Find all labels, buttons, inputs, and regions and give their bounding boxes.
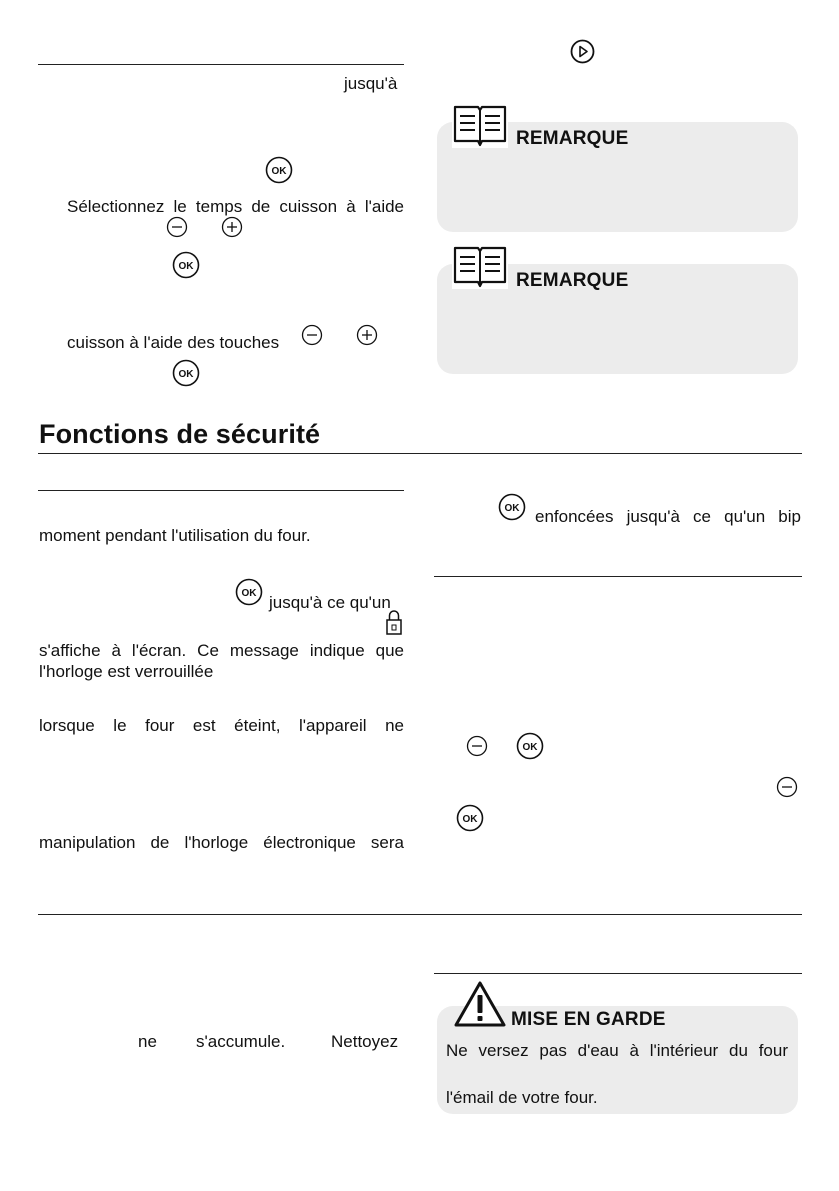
note-title-1: REMARQUE bbox=[516, 128, 629, 149]
warning-title: MISE EN GARDE bbox=[511, 1009, 666, 1030]
minus-key-icon-4 bbox=[776, 776, 798, 798]
ok-button-icon-3 bbox=[172, 359, 200, 387]
ok-button-icon-2 bbox=[172, 251, 200, 279]
section-rule bbox=[38, 453, 802, 454]
minus-key-icon bbox=[166, 216, 188, 238]
top-left-rule bbox=[38, 64, 404, 65]
minus-key-icon-3 bbox=[466, 735, 488, 757]
ok-button-icon-7 bbox=[456, 804, 484, 832]
plus-key-icon bbox=[221, 216, 243, 238]
text-display-message: s'affiche à l'écran. Ce message indique que bbox=[39, 641, 404, 660]
ok-button-icon-4 bbox=[235, 578, 263, 606]
text-jusqua: jusqu'à bbox=[344, 74, 398, 93]
text-until-beep: jusqu'à ce qu'un bbox=[269, 593, 391, 612]
text-clock-manipulation: manipulation de l'horloge électronique sera bbox=[39, 833, 404, 852]
ok-label: OK bbox=[271, 166, 287, 177]
minus-key-icon-2 bbox=[301, 324, 323, 346]
text-clock-locked: l'horloge est verrouillée bbox=[39, 662, 214, 681]
warning-text-1: Ne versez pas d'eau à l'intérieur du four bbox=[446, 1041, 788, 1060]
svg-text:OK: OK bbox=[522, 742, 538, 753]
book-icon bbox=[452, 104, 508, 148]
warning-text-2: l'émail de votre four. bbox=[446, 1088, 598, 1107]
svg-text:OK: OK bbox=[504, 503, 520, 514]
section-title: Fonctions de sécurité bbox=[39, 419, 321, 449]
svg-text:OK: OK bbox=[241, 588, 257, 599]
svg-text:OK: OK bbox=[462, 814, 478, 825]
ok-button-icon bbox=[265, 156, 293, 184]
text-select-cooking-time: Sélectionnez le temps de cuisson à l'aide bbox=[67, 197, 404, 216]
svg-text:OK: OK bbox=[178, 369, 194, 380]
word-nettoyez: Nettoyez bbox=[331, 1032, 399, 1051]
ok-button-icon-5 bbox=[498, 493, 526, 521]
ok-button-icon-6 bbox=[516, 732, 544, 760]
warning-triangle-icon bbox=[453, 980, 507, 1028]
word-accumule: s'accumule. bbox=[196, 1032, 286, 1051]
bottom-rule bbox=[38, 914, 802, 915]
warning-rule bbox=[434, 973, 802, 974]
book-icon-2 bbox=[452, 245, 508, 289]
note-title-2: REMARQUE bbox=[516, 270, 629, 291]
svg-text:OK: OK bbox=[178, 261, 194, 272]
play-icon bbox=[570, 39, 595, 64]
word-ne: ne bbox=[138, 1032, 157, 1051]
text-moment: moment pendant l'utilisation du four. bbox=[39, 526, 311, 545]
text-pressed-until-beep: enfoncées jusqu'à ce qu'un bip bbox=[535, 507, 801, 526]
mid-left-rule bbox=[38, 490, 404, 491]
lock-icon bbox=[385, 608, 403, 636]
mid-right-rule bbox=[434, 576, 802, 577]
plus-key-icon-2 bbox=[356, 324, 378, 346]
text-oven-off: lorsque le four est éteint, l'appareil ne bbox=[39, 716, 404, 735]
text-cooking-keys: cuisson à l'aide des touches bbox=[67, 333, 280, 352]
